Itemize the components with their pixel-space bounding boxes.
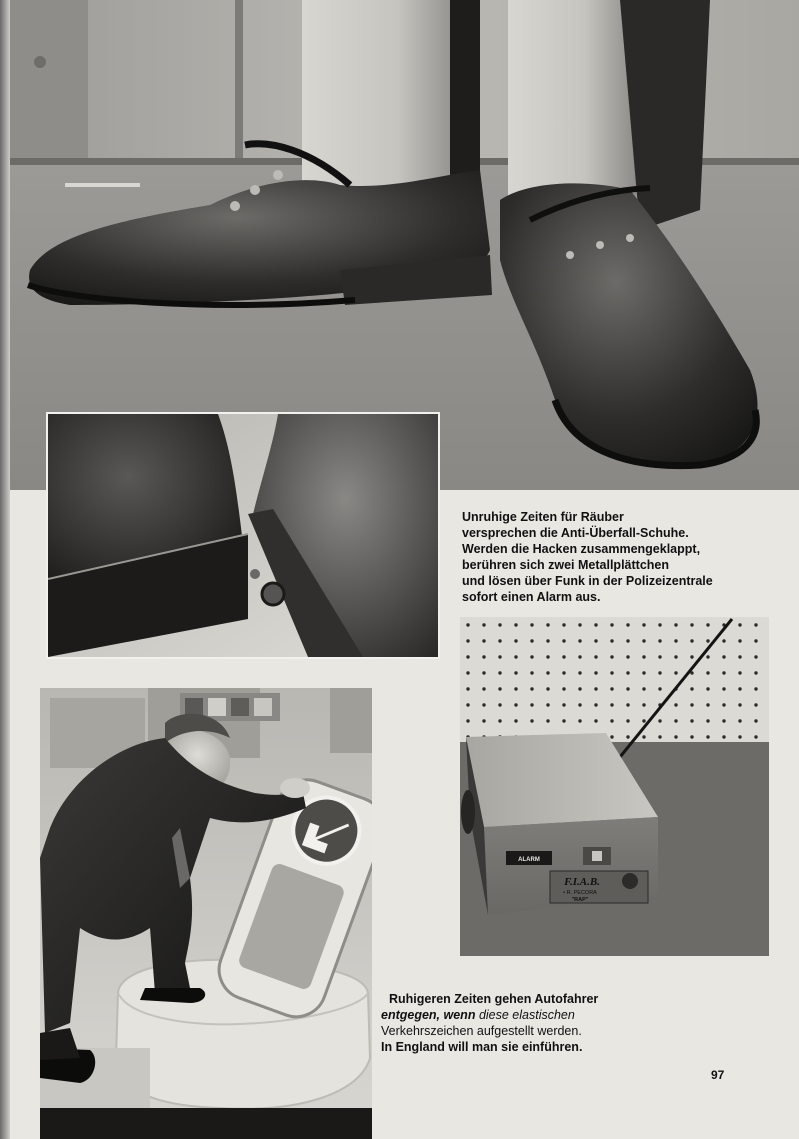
caption-italic: diese elastischen [478, 1008, 575, 1022]
caption-italic: entgegen, wenn [381, 1008, 479, 1022]
brand-sub2: "RAP" [571, 897, 589, 903]
traffic-sign-caption [381, 991, 598, 1055]
caption-line: Unruhige Zeiten für Räuber [462, 510, 624, 524]
brand-sub1: • R. PECORA [563, 890, 597, 896]
caption-line: Ruhigeren Zeiten gehen Autofahrer [389, 992, 599, 1006]
caption-line [381, 1007, 598, 1023]
caption-line: versprechen die Anti-Überfall-Schuhe. [462, 526, 689, 540]
caption-line: berühren sich zwei Metallplättchen [462, 558, 669, 572]
heels-closeup-photo [46, 412, 440, 659]
caption-line: In England will man sie einführen. [381, 1040, 583, 1054]
page-number: 97 [711, 1068, 725, 1082]
caption-line: und lösen über Funk in der Polizeizentrale [462, 574, 713, 588]
caption-line: Verkehrszeichen aufgestellt werden. [381, 1024, 582, 1038]
alarm-device-photo [460, 617, 769, 956]
brand-label: F.I.A.B. [564, 876, 600, 888]
alarm-label: ALARM [518, 857, 540, 863]
caption-line: Werden die Hacken zusammengeklappt, [462, 542, 701, 556]
page-spine-shadow [0, 0, 10, 1139]
traffic-sign-photo [40, 688, 372, 1139]
shoes-caption [462, 509, 713, 605]
caption-line: sofort einen Alarm aus. [462, 590, 601, 604]
